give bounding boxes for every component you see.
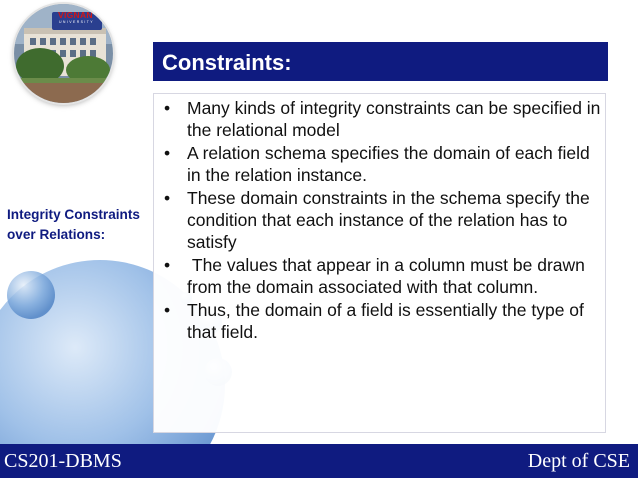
slide-title-bar bbox=[153, 42, 608, 81]
bullet-text: The values that appear in a column must be drawn from the domain associated with that column. bbox=[187, 254, 590, 298]
bullet-item bbox=[164, 299, 602, 344]
slide-title: Constraints: bbox=[162, 50, 292, 75]
bubble bbox=[7, 271, 55, 319]
bullet-text: A relation schema specifies the domain of each field in the relation instance. bbox=[187, 142, 590, 186]
bullet-list bbox=[164, 97, 602, 343]
section-label: Integrity Constraints over Relations: bbox=[7, 207, 140, 242]
course-code: CS201-DBMS bbox=[4, 450, 122, 472]
bullet-item bbox=[164, 187, 602, 254]
bullet-item bbox=[164, 254, 602, 299]
bullet-icon: • bbox=[164, 98, 171, 118]
bullet-icon: • bbox=[164, 254, 171, 275]
logo-subtext: UNIVERSITY bbox=[59, 20, 95, 24]
department-label: Dept of CSE bbox=[527, 450, 630, 472]
bullet-text: These domain constraints in the schema specify the condition that each instance of the relation has to satisfy bbox=[187, 187, 590, 253]
bullet-item bbox=[164, 97, 602, 142]
content-box bbox=[153, 93, 606, 433]
bullet-icon: • bbox=[164, 299, 171, 320]
university-logo bbox=[14, 4, 113, 103]
bullet-text: Many kinds of integrity constraints can be specified in the relational model bbox=[187, 98, 601, 141]
bullet-text: Thus, the domain of a field is essentially the type of that field. bbox=[187, 299, 584, 343]
logo-wordmark: VIGNAN bbox=[58, 10, 93, 20]
footer-bar bbox=[0, 444, 638, 478]
bullet-icon: • bbox=[164, 142, 171, 163]
bullet-icon: • bbox=[164, 187, 171, 208]
bullet-item bbox=[164, 142, 602, 187]
